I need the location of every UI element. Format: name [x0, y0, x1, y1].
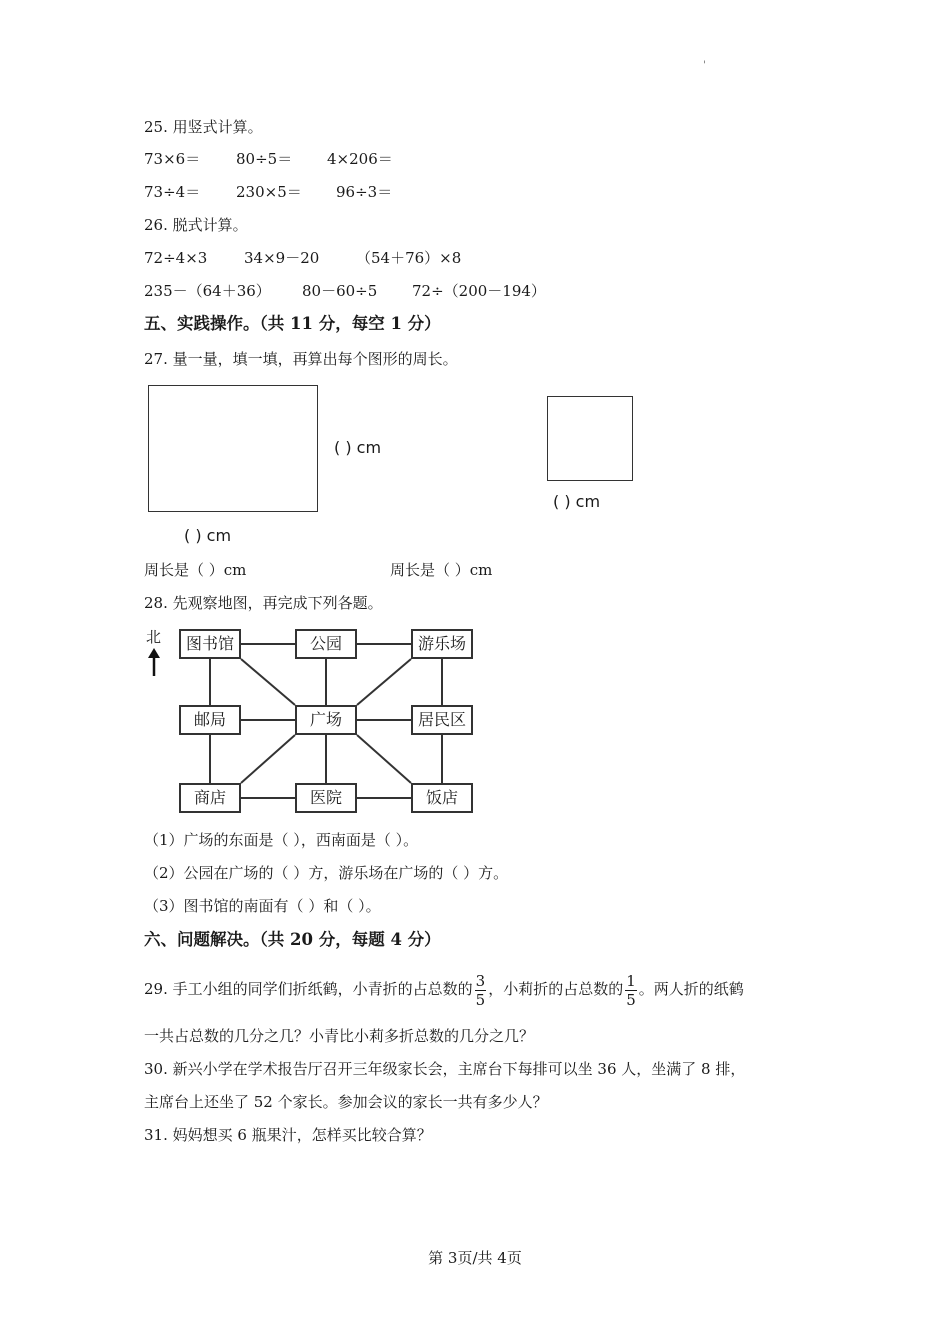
square-figure — [547, 396, 633, 481]
map-node-restaurant: 饭店 — [411, 783, 473, 813]
header-mark: ' — [703, 60, 706, 71]
map-node-hospital: 医院 — [295, 783, 357, 813]
section6-heading: 六、问题解决。（共 20 分，每题 4 分） — [144, 930, 441, 949]
rect-bottom-measure: ( ) cm — [184, 526, 232, 545]
map-node-square: 广场 — [295, 705, 357, 735]
page-footer: 第 3页/共 4页 — [428, 1249, 522, 1267]
q26-expr: 72÷（200－194） — [412, 282, 546, 300]
q28-sub2: （2）公园在广场的（ ）方，游乐场在广场的（ ）方。 — [144, 864, 509, 882]
q25-expr: 4×206＝ — [327, 150, 393, 168]
q30-line2: 主席台上还坐了 52 个家长。参加会议的家长一共有多少人？ — [144, 1093, 548, 1111]
q25-title: 25. 用竖式计算。 — [144, 118, 263, 136]
perimeter-answer-square: 周长是（ ）cm — [390, 561, 493, 579]
q28-sub3: （3）图书馆的南面有（ ）和（ ）。 — [144, 897, 381, 915]
q26-title: 26. 脱式计算。 — [144, 216, 248, 234]
square-measure: ( ) cm — [553, 492, 601, 511]
q28-title: 28. 先观察地图，再完成下列各题。 — [144, 594, 383, 612]
q29-text-part1: 29. 手工小组的同学们折纸鹤，小青折的占总数的 — [144, 980, 473, 998]
q29-line1 — [144, 966, 744, 1012]
q29-text-part2: ，小莉折的占总数的 — [488, 980, 624, 998]
q25-expr: 73×6＝ — [144, 150, 201, 168]
map-node-library: 图书馆 — [179, 629, 241, 659]
q25-expr: 80÷5＝ — [236, 150, 293, 168]
q25-expr: 230×5＝ — [236, 183, 302, 201]
q31-title: 31. 妈妈想买 6 瓶果汁，怎样买比较合算？ — [144, 1126, 432, 1144]
q29-text-part3: 。两人折的纸鹤 — [638, 980, 744, 998]
q29-line2: 一共占总数的几分之几？小青比小莉多折总数的几分之几？ — [144, 1027, 535, 1045]
rectangle-figure — [148, 385, 318, 512]
q25-expr: 96÷3＝ — [336, 183, 393, 201]
q27-title: 27. 量一量，填一填，再算出每个图形的周长。 — [144, 350, 458, 368]
q26-expr: （54＋76）×8 — [356, 249, 462, 267]
map-node-amusement-park: 游乐场 — [411, 629, 473, 659]
map-node-post-office: 邮局 — [179, 705, 241, 735]
q25-expr: 73÷4＝ — [144, 183, 201, 201]
q30-line1: 30. 新兴小学在学术报告厅召开三年级家长会，主席台下每排可以坐 36 人，坐满了 8 排， — [144, 1060, 746, 1078]
north-label: 北 — [146, 628, 162, 646]
map-node-shop: 商店 — [179, 783, 241, 813]
fraction-three-fifths: $\frac{3}{5}$ — [475, 971, 486, 1009]
q26-expr: 34×9－20 — [244, 249, 320, 267]
q28-sub1: （1）广场的东面是（ ），西南面是（ ）。 — [144, 831, 419, 849]
fraction-one-fifth: $\frac{1}{5}$ — [626, 971, 636, 1009]
section5-heading: 五、实践操作。（共 11 分，每空 1 分） — [144, 314, 441, 333]
map-node-residential: 居民区 — [411, 705, 473, 735]
q26-expr: 235－（64＋36） — [144, 282, 271, 300]
perimeter-answer-rect: 周长是（ ）cm — [144, 561, 247, 579]
q26-expr: 80－60÷5 — [302, 282, 378, 300]
q26-expr: 72÷4×3 — [144, 249, 208, 267]
map-node-park: 公园 — [295, 629, 357, 659]
rect-side-measure: ( ) cm — [334, 438, 382, 457]
